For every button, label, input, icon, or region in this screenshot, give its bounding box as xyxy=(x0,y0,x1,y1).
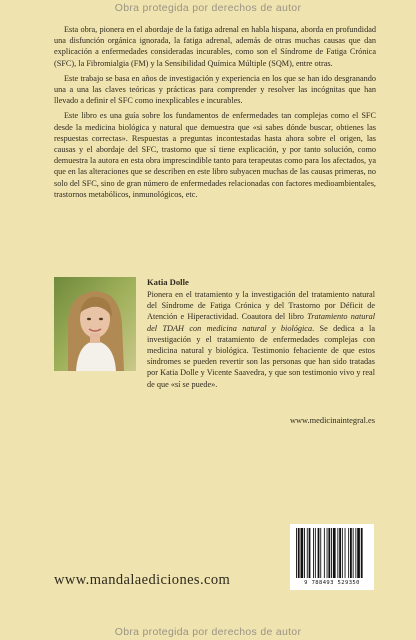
author-website-link[interactable]: www.medicinaintegral.es xyxy=(289,416,375,425)
author-book-title: Tratamiento natural del TDAH con medicina natural y biológica xyxy=(147,312,376,333)
barcode-bars-icon xyxy=(290,524,374,580)
author-bio-part1: Pionera en el tratamiento y la investigación del tratamiento natural del Síndrome de Fatiga Crónica y del Trastorno por Déficit de Atención e Hiperactividad. Coautora del libro xyxy=(147,290,375,322)
author-photo xyxy=(54,277,136,371)
book-description xyxy=(54,24,376,204)
author-portrait-icon xyxy=(54,277,136,371)
author-bio-part2: . Se dedica a la investigación y el tratamiento de enfermedades complejas con medicina natural y biológica. Testimonio fehaciente de que estos síndromes se pueden revertir son las personas que han sido tratadas por Katia Dolle y Vicente Saavedra, y que son testimonio vivo y real de que «sí se puede». xyxy=(147,323,375,389)
copyright-watermark-bottom: Obra protegida por derechos de autor xyxy=(114,626,302,638)
publisher-website-link[interactable]: www.mandalaediciones.com xyxy=(54,572,231,588)
author-name: Katia Dolle xyxy=(147,277,189,287)
isbn-barcode xyxy=(290,524,374,590)
isbn-digits: 9 788493 529350 xyxy=(304,580,360,586)
author-bio-text xyxy=(147,289,375,390)
description-paragraph: Esta obra, pionera en el abordaje de la fatiga adrenal en habla hispana, aborda en profundidad una disfunción orgánica ignorada, la fatiga adrenal, además de otras muchas causas que dan explicación a enfermedades consideradas incurables, como son el Síndrome de Fatiga Crónica (SFC), la Fibromialgia (FM) y la Sensibilidad Química Múltiple (SQM), entre otras. xyxy=(54,25,376,68)
description-paragraph: Este trabajo se basa en años de investigación y experiencia en los que se han ido desgranando una a una las claves teóricas y prácticas para comprender y resolver las incógnitas que han llevado a definir el SFC como inexplicables e incurables. xyxy=(54,73,376,106)
author-bio xyxy=(147,289,375,390)
copyright-watermark-top: Obra protegida por derechos de autor xyxy=(114,2,302,14)
description-paragraph: Este libro es una guía sobre los fundamentos de enfermedades tan complejas como el SFC desde la medicina biológica y natural que demuestra que «si sabes dónde buscar, obtienes las respuestas correctas». Respuestas a preguntas incontestadas hasta ahora sobre el origen, las causas y el abordaje del SFC, trastorno que sí tiene explicación, y por tanto solución, como demuestra la autora en esta obra imprescindible tanto para terapeutas como para los afectados, ya que en las alteraciones que se describen en este libro subyacen muchas de las causas primeras, no solo del SFC, sino de gran número de enfermedades relacionadas con factores medioambientales, trastornos metabólicos, inmunológicos, etc. xyxy=(54,111,376,199)
